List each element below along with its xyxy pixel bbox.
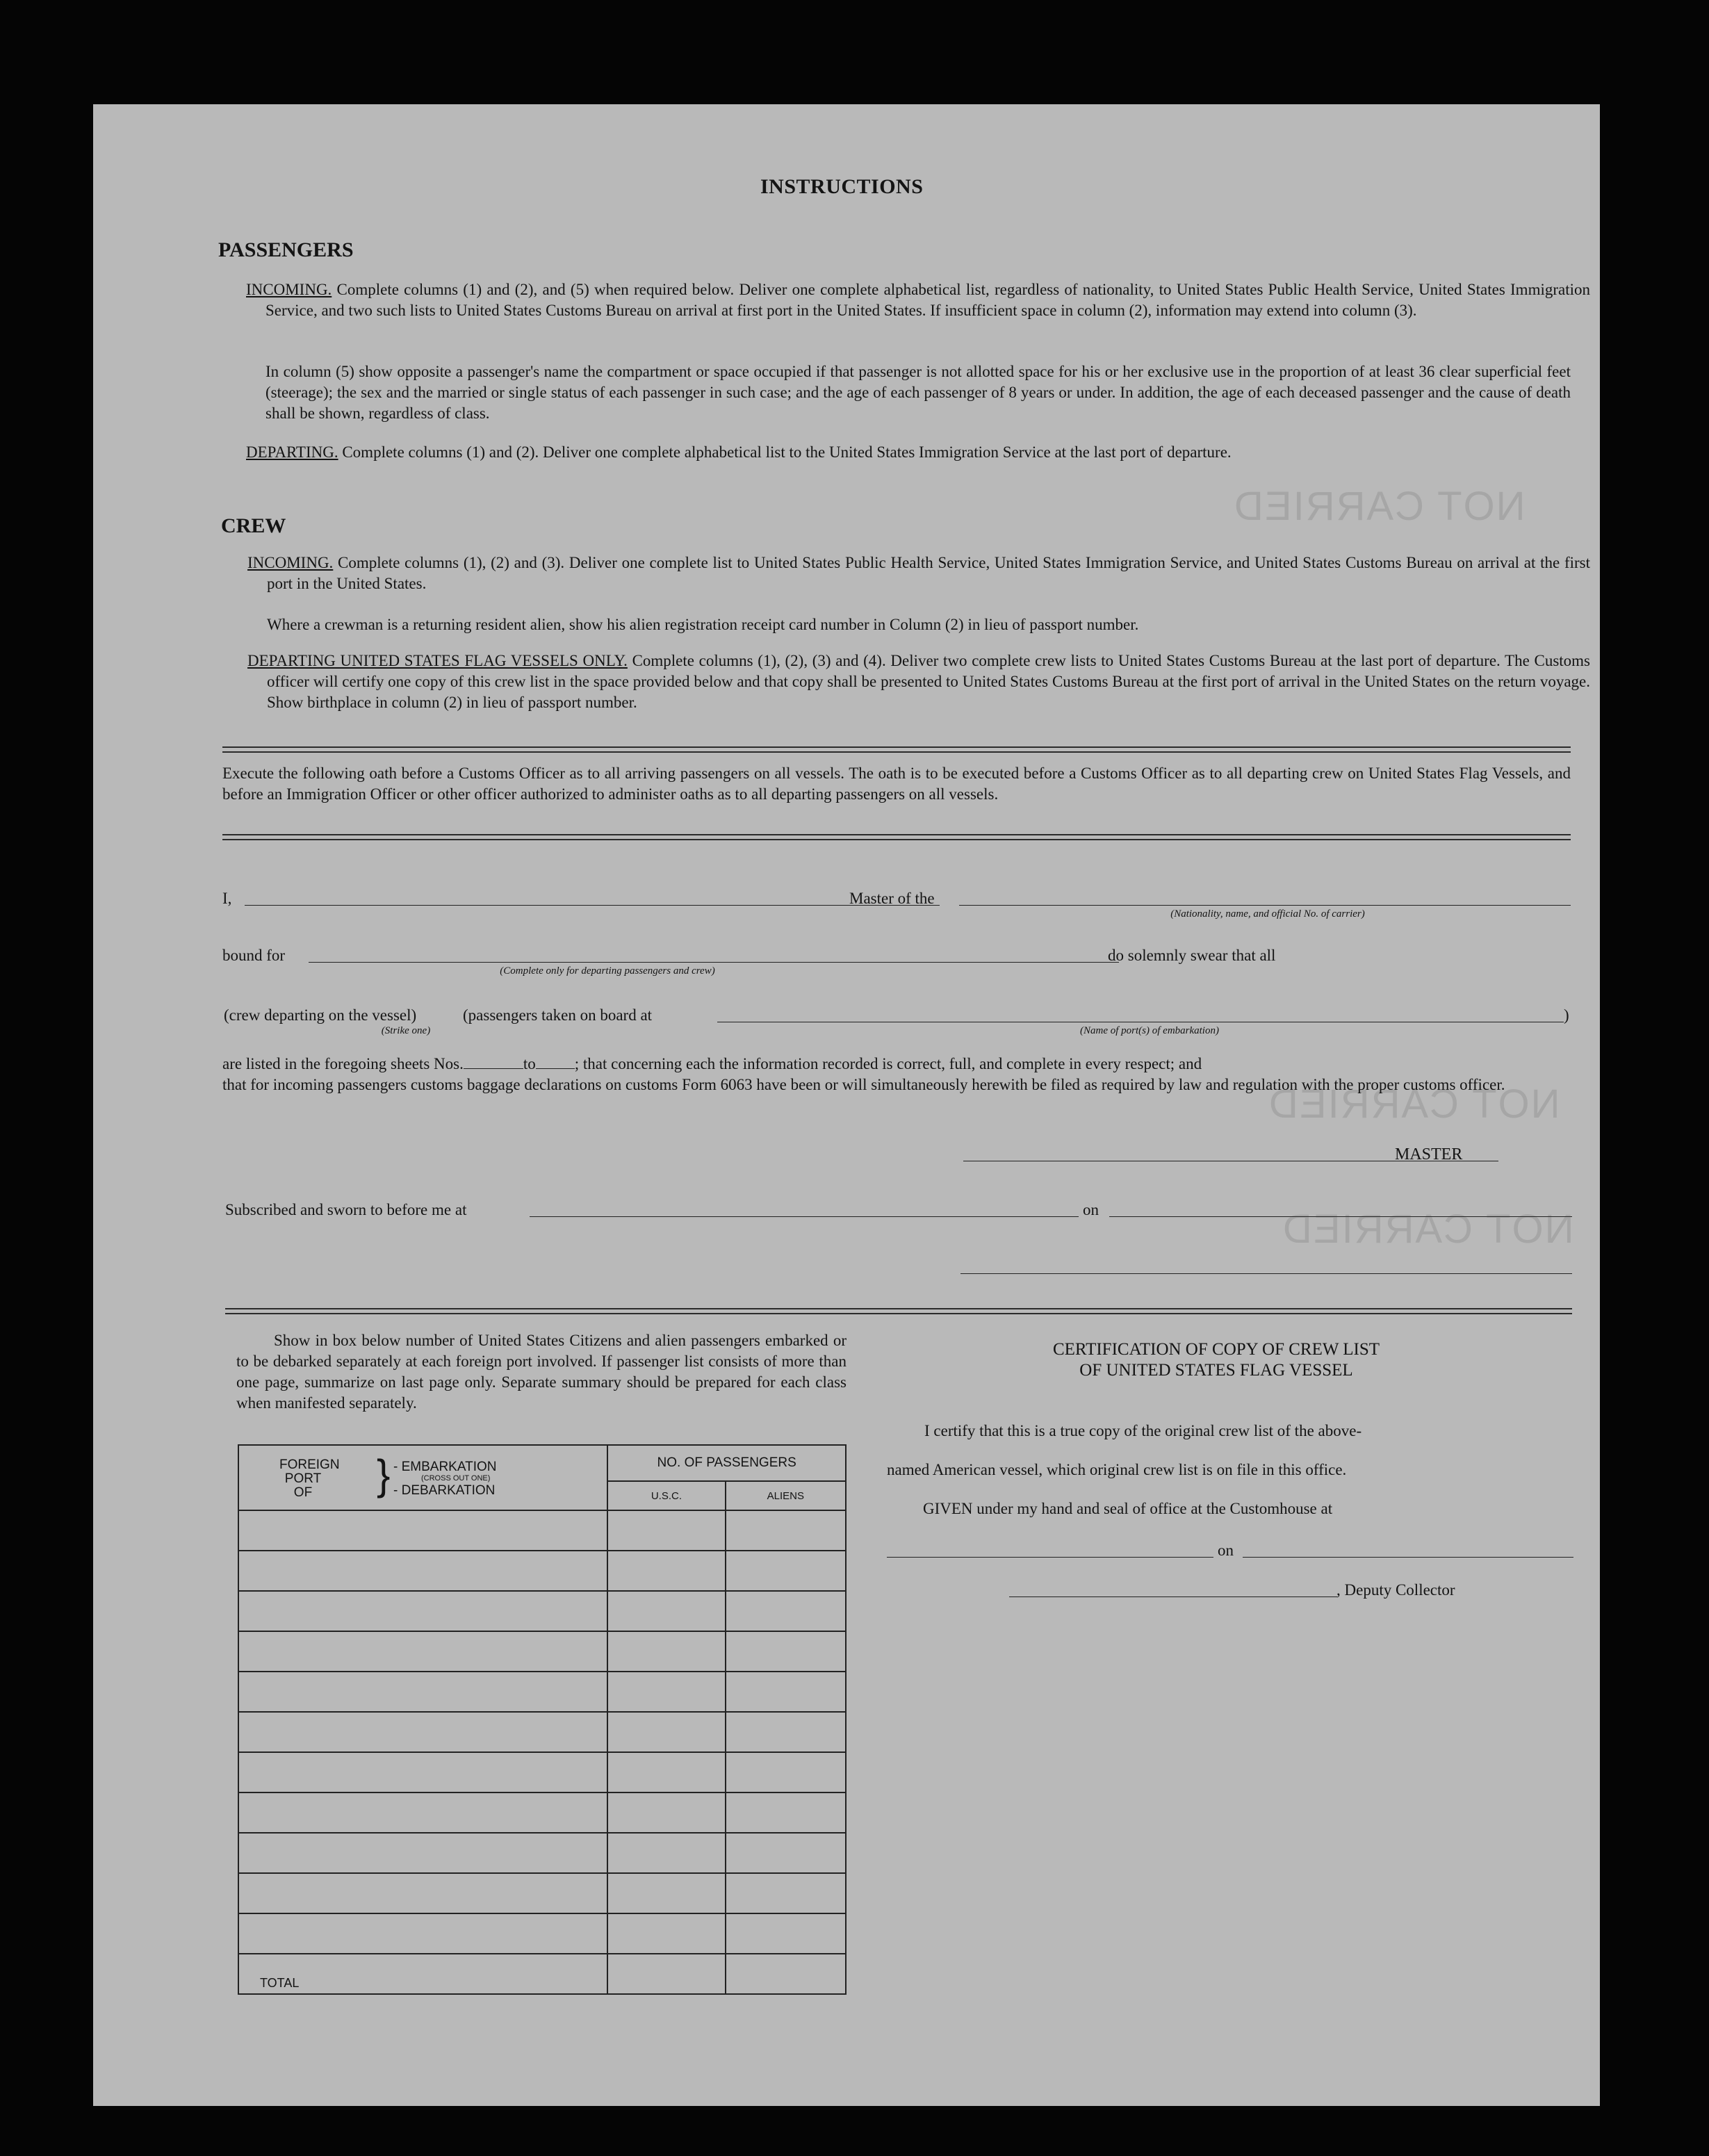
total-aliens-cell[interactable] xyxy=(726,1954,846,1994)
table-row xyxy=(238,1712,846,1752)
table-row xyxy=(238,1631,846,1672)
port-cell[interactable] xyxy=(238,1510,607,1551)
crew-departing-label: DEPARTING UNITED STATES FLAG VESSELS ONLY. xyxy=(247,652,628,669)
usc-cell[interactable] xyxy=(607,1752,725,1792)
usc-cell[interactable] xyxy=(607,1712,725,1752)
table-row xyxy=(238,1591,846,1631)
bound-for-caption: (Complete only for departing passengers and crew) xyxy=(500,965,715,977)
deputy-collector-label: , Deputy Collector xyxy=(1336,1581,1455,1599)
close-paren: ) xyxy=(1564,1006,1569,1024)
double-rule-mid xyxy=(222,834,1571,840)
carrier-caption: (Nationality, name, and official No. of carrier) xyxy=(1170,908,1365,920)
usc-cell[interactable] xyxy=(607,1913,725,1954)
table-row xyxy=(238,1873,846,1913)
carrier-field[interactable] xyxy=(959,905,1571,906)
port-cell[interactable] xyxy=(238,1631,607,1672)
port-cell[interactable] xyxy=(238,1591,607,1631)
usc-header: U.S.C. xyxy=(607,1481,725,1510)
aliens-cell[interactable] xyxy=(726,1591,846,1631)
table-row xyxy=(238,1792,846,1833)
aliens-cell[interactable] xyxy=(726,1913,846,1954)
embarkation-caption: (Name of port(s) of embarkation) xyxy=(1080,1025,1219,1036)
listed-line xyxy=(222,1054,1571,1075)
passengers-incoming-paragraph xyxy=(246,279,1590,321)
aliens-cell[interactable] xyxy=(726,1873,846,1913)
table-row xyxy=(238,1913,846,1954)
strike-one-caption: (Strike one) xyxy=(381,1025,431,1036)
no-of-passengers-header: NO. OF PASSENGERS xyxy=(607,1445,846,1481)
table-row xyxy=(238,1551,846,1591)
brace-icon: } xyxy=(377,1451,391,1499)
foreign-port-of-label: FOREIGN PORT OF xyxy=(279,1457,340,1500)
certification-on-label: on xyxy=(1218,1542,1234,1559)
page-title: INSTRUCTIONS xyxy=(760,175,924,198)
port-cell[interactable] xyxy=(238,1752,607,1792)
crew-departing-label: (crew departing on the vessel) xyxy=(224,1006,417,1024)
listed-label: are listed in the foregoing sheets Nos. xyxy=(222,1055,464,1072)
bound-for-label: bound for xyxy=(222,947,286,964)
certification-date-field[interactable] xyxy=(1243,1557,1573,1558)
aliens-cell[interactable] xyxy=(726,1833,846,1873)
aliens-cell[interactable] xyxy=(726,1752,846,1792)
port-cell[interactable] xyxy=(238,1792,607,1833)
crew-heading: CREW xyxy=(221,514,286,537)
port-cell[interactable] xyxy=(238,1833,607,1873)
crew-incoming-paragraph xyxy=(247,553,1590,594)
table-row xyxy=(238,1510,846,1551)
port-cell[interactable] xyxy=(238,1873,607,1913)
usc-cell[interactable] xyxy=(607,1551,725,1591)
total-usc-cell[interactable] xyxy=(607,1954,725,1994)
port-cell[interactable] xyxy=(238,1712,607,1752)
swear-label: do solemnly swear that all xyxy=(1108,947,1276,964)
subscribed-place-field[interactable] xyxy=(530,1216,1079,1217)
aliens-cell[interactable] xyxy=(726,1510,846,1551)
crew-incoming-text: Complete columns (1), (2) and (3). Deliver one complete list to United States Public Health Service, United States Immigration Service, and United States Customs Bureau on arrival at the first port in the United States. xyxy=(267,554,1590,592)
crew-departing-paragraph xyxy=(247,651,1590,713)
certification-line-1: I certify that this is a true copy of the original crew list of the above- xyxy=(924,1422,1362,1439)
certification-line-3: GIVEN under my hand and seal of office at the Customhouse at xyxy=(923,1500,1333,1517)
oath-intro: Execute the following oath before a Customs Officer as to all arriving passengers on all vessels. The oath is to be executed before a Customs Officer as to all departing crew on United States Flag Vessels, and before an Immigration Officer or other officer authorized to administer oaths as to all departing passengers on all vessels. xyxy=(222,765,1571,803)
passengers-taken-label: (passengers taken on board at xyxy=(463,1006,653,1024)
port-cell[interactable] xyxy=(238,1551,607,1591)
usc-cell[interactable] xyxy=(607,1591,725,1631)
subscribed-on-label: on xyxy=(1083,1201,1099,1218)
form-sheet xyxy=(93,104,1600,2106)
usc-cell[interactable] xyxy=(607,1792,725,1833)
subscribed-label: Subscribed and sworn to before me at xyxy=(225,1201,467,1218)
usc-cell[interactable] xyxy=(607,1873,725,1913)
to-label: to xyxy=(523,1055,536,1072)
sheet-to-field[interactable] xyxy=(536,1056,575,1069)
crew-departing-text: Complete columns (1), (2), (3) and (4). Deliver two complete crew lists to United States Customs Bureau at the last port of departure. The Customs officer will certify one copy of this crew list in the space provided below and that copy shall be presented to United States Customs Bureau at the first port of arrival in the United States on the return voyage. Show birthplace in column (2) in lieu of passport number. xyxy=(267,652,1591,711)
bleed-stamp-2: NOT CARRIED xyxy=(1268,1081,1560,1127)
certification-title-2: OF UNITED STATES FLAG VESSEL xyxy=(1079,1361,1353,1380)
sheet-from-field[interactable] xyxy=(464,1056,523,1069)
bleed-stamp-1: NOT CARRIED xyxy=(1233,484,1526,529)
listed-line-2: that for incoming passengers customs baggage declarations on customs Form 6063 have been or will simultaneously herewith be filed as required by law and regulation with the proper customs officer. xyxy=(222,1076,1505,1093)
listed-rest: ; that concerning each the information recorded is correct, full, and complete in every respect; and xyxy=(574,1055,1202,1072)
total-row xyxy=(238,1954,846,1994)
total-label: TOTAL xyxy=(238,1954,607,1994)
aliens-header: ALIENS xyxy=(726,1481,846,1510)
aliens-cell[interactable] xyxy=(726,1551,846,1591)
usc-cell[interactable] xyxy=(607,1510,725,1551)
deputy-collector-signature-field[interactable] xyxy=(1009,1596,1337,1597)
port-cell[interactable] xyxy=(238,1913,607,1954)
passengers-departing-paragraph xyxy=(246,442,1590,463)
master-name-field[interactable] xyxy=(245,905,940,906)
passengers-departing-text: Complete columns (1) and (2). Deliver one complete alphabetical list to the United States Immigration Service at the last port of departure. xyxy=(338,443,1232,461)
aliens-cell[interactable] xyxy=(726,1672,846,1712)
passengers-heading: PASSENGERS xyxy=(218,238,354,261)
passenger-summary-table xyxy=(238,1444,847,1995)
aliens-cell[interactable] xyxy=(726,1712,846,1752)
passengers-departing-label: DEPARTING. xyxy=(246,443,338,461)
embarkation-label: - EMBARKATION xyxy=(393,1460,497,1474)
oath-i-label: I, xyxy=(222,890,232,907)
debarkation-label: - DEBARKATION xyxy=(393,1483,496,1498)
bound-for-field[interactable] xyxy=(309,962,1119,963)
crew-alien-paragraph: Where a crewman is a returning resident alien, show his alien registration receipt card number in Column (2) in lieu of passport number. xyxy=(267,616,1139,633)
port-cell[interactable] xyxy=(238,1672,607,1712)
certification-line-2: named American vessel, which original crew list is on file in this office. xyxy=(887,1461,1347,1478)
passengers-incoming-text: Complete columns (1) and (2), and (5) when required below. Deliver one complete alphabetical list, regardless of nationality, to United States Public Health Service, United States Immigration Service, and two such lists to United States Customs Bureau on arrival at first port in the United States. If insufficient space in column (2), information may extend into column (3). xyxy=(265,281,1590,319)
customhouse-field[interactable] xyxy=(887,1557,1213,1558)
passengers-incoming-label: INCOMING. xyxy=(246,281,332,298)
certification-title-1: CERTIFICATION OF COPY OF CREW LIST xyxy=(1052,1340,1380,1359)
summary-instruction: Show in box below number of United States Citizens and alien passengers embarked or to be debarked separately at each foreign port involved. If passenger list consists of more than one page, summarize on last page only. Separate summary should be prepared for each class when manifested separately. xyxy=(236,1332,847,1412)
table-row xyxy=(238,1752,846,1792)
crew-incoming-label: INCOMING. xyxy=(247,554,334,571)
double-rule-top xyxy=(222,746,1571,753)
passengers-column5-paragraph: In column (5) show opposite a passenger's name the compartment or space occupied if that passenger is not allotted space for his or her exclusive use in the proportion of at least 36 clear superficial feet (steerage); the sex and the married or single status of each passenger in such case; and the age of each passenger of 8 years or under. In addition, the age of each deceased passenger and the cause of death shall be shown, regardless of class. xyxy=(265,363,1571,422)
double-rule-bottom xyxy=(225,1308,1572,1314)
master-label: MASTER xyxy=(1395,1145,1463,1163)
usc-cell[interactable] xyxy=(607,1833,725,1873)
aliens-cell[interactable] xyxy=(726,1792,846,1833)
usc-cell[interactable] xyxy=(607,1631,725,1672)
table-row xyxy=(238,1833,846,1873)
usc-cell[interactable] xyxy=(607,1672,725,1712)
officer-signature-field[interactable] xyxy=(960,1273,1572,1274)
cross-out-label: (CROSS OUT ONE) xyxy=(421,1474,491,1483)
aliens-cell[interactable] xyxy=(726,1631,846,1672)
table-row xyxy=(238,1672,846,1712)
port-header-cell xyxy=(238,1445,607,1510)
master-of-label: Master of the xyxy=(849,890,935,907)
subscribed-date-field[interactable] xyxy=(1109,1216,1572,1217)
bleed-stamp-3: NOT CARRIED xyxy=(1282,1207,1574,1252)
